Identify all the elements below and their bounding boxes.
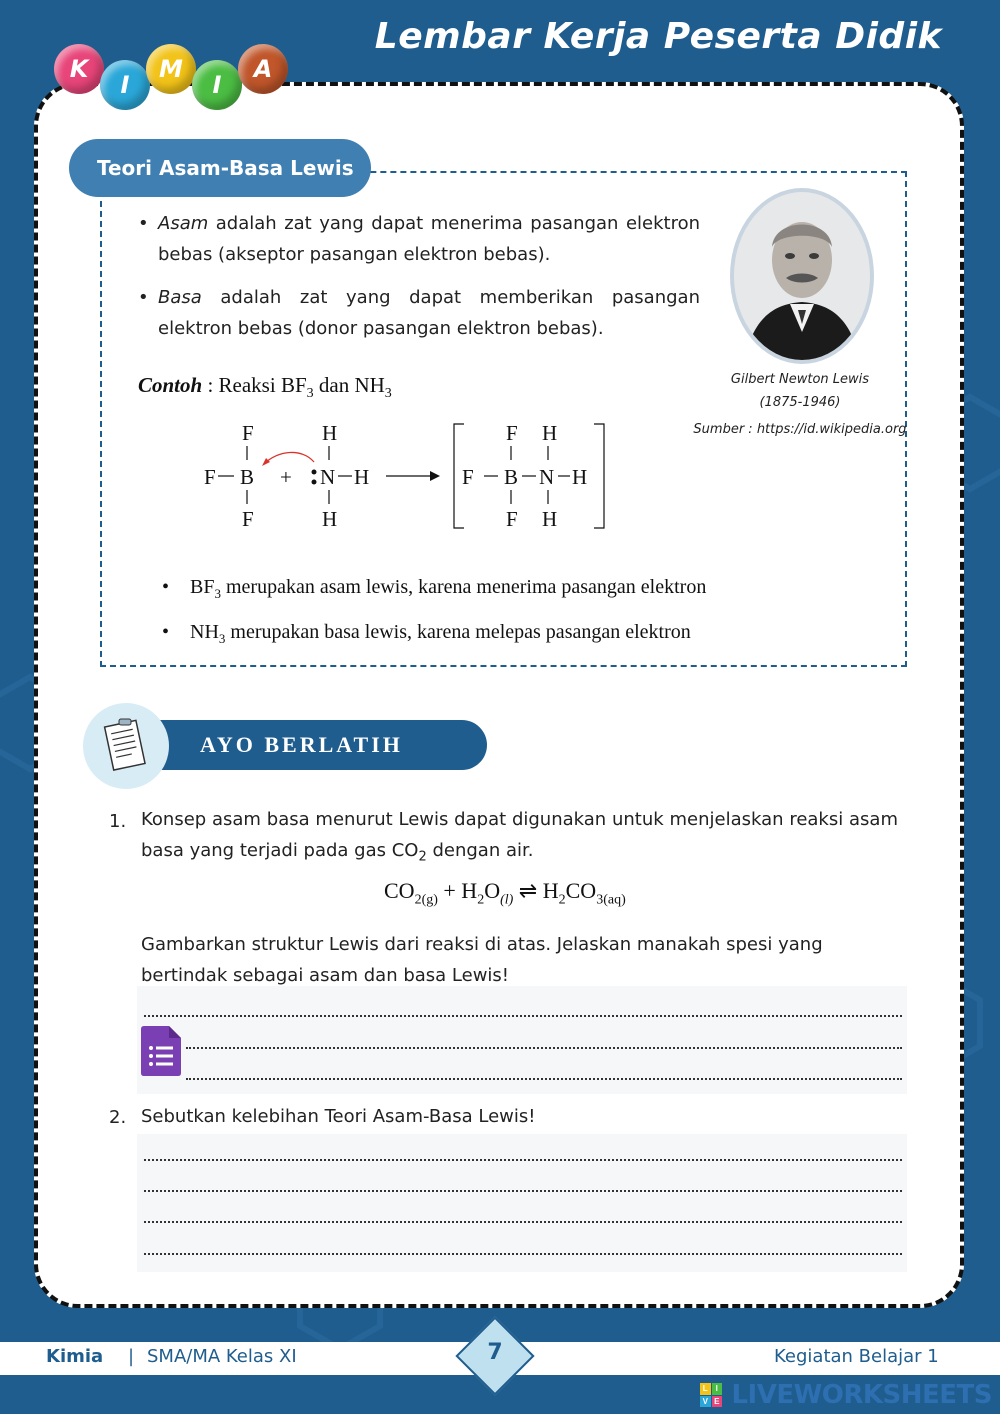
portrait-name: Gilbert Newton Lewis <box>730 372 870 387</box>
portrait-source: Sumber : https://id.wikipedia.org <box>693 422 907 437</box>
definition-text: adalah zat yang dapat menerima pasangan elektron bebas (akseptor pasangan elektron bebas). <box>158 213 700 265</box>
note-text: merupakan basa lewis, karena melepas pasangan elektron <box>225 621 691 643</box>
example-notes <box>162 568 706 658</box>
page-number: 7 <box>487 1340 503 1365</box>
svg-text:+: + <box>280 465 292 489</box>
footer-separator: | <box>128 1346 135 1367</box>
answer-line[interactable] <box>144 1159 902 1161</box>
answer-line[interactable] <box>186 1078 902 1080</box>
example-sub: 3 <box>384 386 392 402</box>
lewis-portrait <box>734 192 870 360</box>
example-heading <box>138 373 392 402</box>
svg-text:F: F <box>462 465 474 489</box>
definition-term: Basa <box>158 287 202 308</box>
footer-level: SMA/MA Kelas XI <box>147 1346 297 1367</box>
example-note-nh3 <box>162 613 706 658</box>
svg-text:H: H <box>354 465 370 489</box>
portrait-years: (1875-1946) <box>759 395 841 410</box>
definition-base <box>138 282 700 344</box>
forms-icon[interactable] <box>141 1026 181 1076</box>
svg-text:H: H <box>572 465 588 489</box>
question-1-instruction: Gambarkan struktur Lewis dari reaksi di atas. Jelaskan manakah spesi yang bertindak sebagai asam dan basa Lewis! <box>141 934 823 986</box>
question-1-number: 1. <box>109 811 127 832</box>
logo-ball-i1: I <box>100 60 150 110</box>
answer-line[interactable] <box>144 1253 902 1255</box>
portrait-illustration <box>734 192 870 360</box>
answer-area-2[interactable] <box>137 1134 907 1272</box>
worksheet-icon <box>83 703 169 789</box>
footer-activity: Kegiatan Belajar 1 <box>774 1346 939 1367</box>
svg-text:F: F <box>242 421 254 445</box>
liveworksheets-logo-icon: L I V E <box>700 1383 722 1407</box>
note-text: merupakan asam lewis, karena menerima pasangan elektron <box>220 576 707 598</box>
question-2-text: Sebutkan kelebihan Teori Asam-Basa Lewis! <box>141 1106 536 1127</box>
example-text: dan NH <box>313 373 385 397</box>
document-icon <box>83 703 169 789</box>
question-1-sub: 2 <box>418 849 427 865</box>
definition-list <box>138 208 700 356</box>
kimia-logo <box>54 40 294 110</box>
logo-ball-m: M <box>146 44 196 94</box>
note-sub: 3 <box>214 586 221 601</box>
nh3-structure <box>312 421 370 531</box>
svg-text:H: H <box>542 421 558 445</box>
definition-term: Asam <box>158 213 209 234</box>
example-label: Contoh <box>138 373 203 397</box>
question-1-text <box>141 804 898 873</box>
answer-line[interactable] <box>186 1047 902 1049</box>
example-note-bf3 <box>162 568 706 613</box>
adduct-structure <box>454 421 604 531</box>
svg-text:H: H <box>322 421 338 445</box>
answer-line[interactable] <box>144 1221 902 1223</box>
logo-ball-i2: I <box>192 60 242 110</box>
svg-text:B: B <box>240 465 255 489</box>
svg-text:H: H <box>322 507 338 531</box>
example-text: : Reaksi BF <box>202 373 307 397</box>
footer-subject: Kimia <box>46 1346 104 1367</box>
svg-text:F: F <box>204 465 216 489</box>
lewis-reaction-diagram <box>196 412 626 538</box>
note-formula: NH <box>190 621 219 643</box>
example-sub: 3 <box>306 386 314 402</box>
section-title: Teori Asam-Basa Lewis <box>69 139 371 197</box>
logo-ball-k: K <box>54 44 104 94</box>
svg-text:N: N <box>539 465 555 489</box>
bf3-structure <box>204 421 254 531</box>
svg-text:F: F <box>506 507 518 531</box>
practice-heading: AYO BERLATIH <box>156 720 487 770</box>
svg-text:F: F <box>506 421 518 445</box>
reaction-equation: $CO_{2(g)} + H_2O_{(l)}$ ⇌ $H_2CO_{3(aq)}$ <box>384 878 626 908</box>
svg-text:N: N <box>320 465 336 489</box>
svg-text:B: B <box>504 465 519 489</box>
logo-ball-a: A <box>238 44 288 94</box>
answer-line[interactable] <box>144 1190 902 1192</box>
svg-text:F: F <box>242 507 254 531</box>
answer-line[interactable] <box>144 1015 902 1017</box>
definition-text: adalah zat yang dapat memberikan pasangan elektron bebas (donor pasangan elektron bebas). <box>158 287 700 339</box>
liveworksheets-watermark: LIVEWORKSHEETS <box>731 1380 992 1410</box>
question-1-text-a: Konsep asam basa menurut Lewis dapat digunakan untuk menjelaskan reaksi asam basa yang terjadi pada gas CO <box>141 809 898 861</box>
question-1-text-end: dengan air. <box>426 840 534 861</box>
definition-acid <box>138 208 700 270</box>
note-sub: 3 <box>218 631 226 646</box>
worksheet-title: Lembar Kerja Peserta Didik <box>374 16 942 57</box>
question-2-number: 2. <box>109 1107 127 1128</box>
svg-text:H: H <box>542 507 558 531</box>
note-formula: BF <box>190 576 215 598</box>
